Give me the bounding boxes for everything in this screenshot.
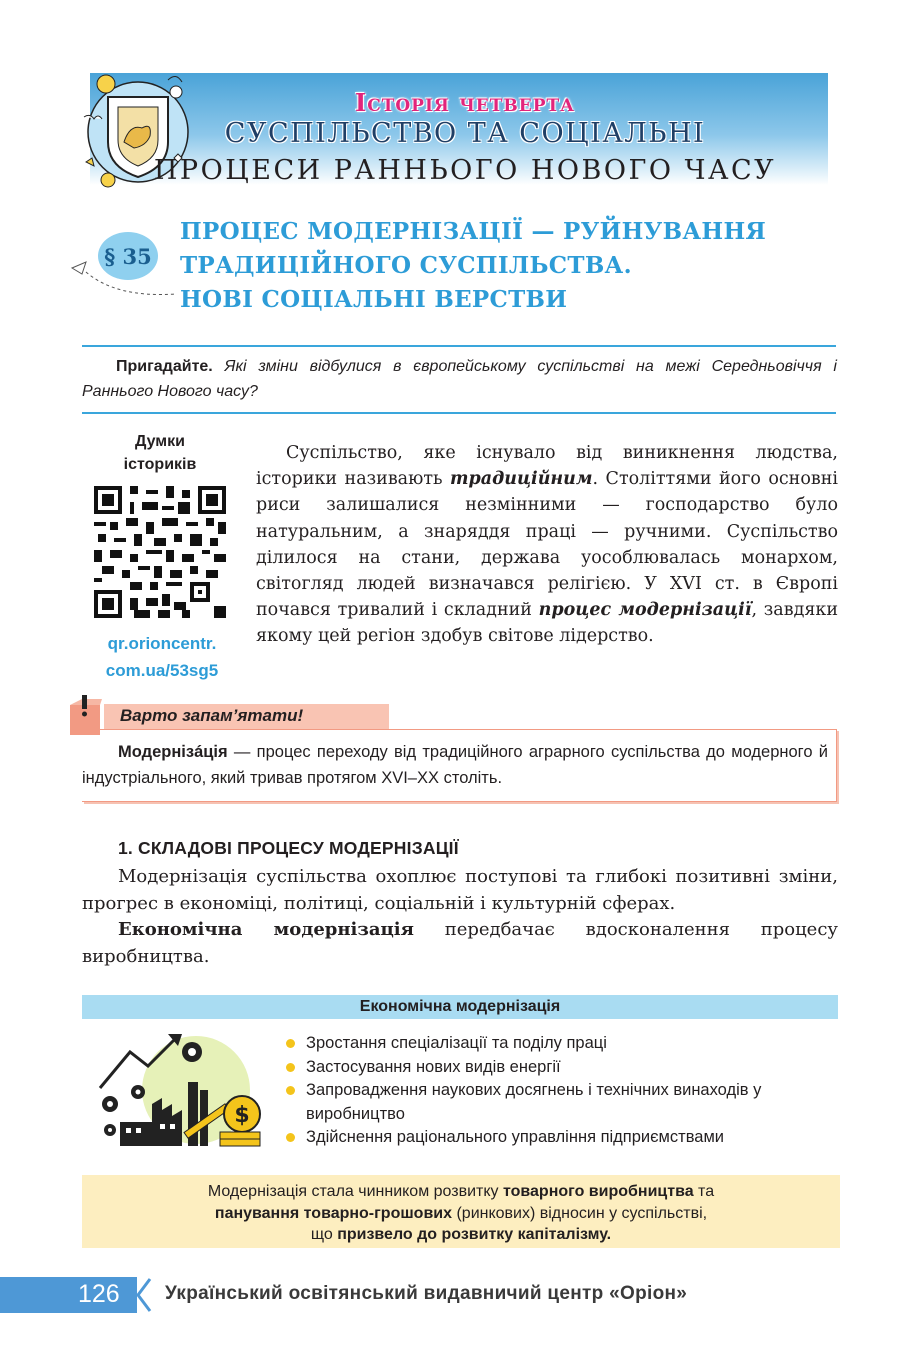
list-item: Здійснення раціонального управління підприємствами <box>286 1126 831 1150</box>
qr-link[interactable] <box>82 630 242 684</box>
qr-link-line-1[interactable]: qr.orioncentr. <box>107 634 217 653</box>
publisher-name: Український освітянський видавничий центр «Оріон» <box>165 1283 688 1304</box>
summary-text-4: що <box>310 1226 338 1243</box>
section-title <box>180 215 820 317</box>
subsection-heading: 1. СКЛАДОВІ ПРОЦЕСУ МОДЕРНІЗАЦІЇ <box>118 838 459 858</box>
sidebar-title-line-2: істориків <box>123 456 197 473</box>
intro-term-traditional: традиційним <box>450 469 593 490</box>
remember-definition <box>82 739 828 791</box>
chapter-title-line-2: ПРОЦЕСИ РАННЬОГО НОВОГО ЧАСУ <box>153 155 777 186</box>
intro-text-2: . Століттями його основні риси залишалися незмінними — господарство було натуральним, а знаряддя праці — ручними. Суспільство ділилося на стани, держава уособлювалась монархом, світогляд людей визначався релігією. У XVI ст. в Європі почався тривалий і складний <box>256 469 838 621</box>
summary-line-1 <box>82 1181 840 1203</box>
section-title-line-1: ПРОЦЕС МОДЕРНІЗАЦІЇ — РУЙНУВАННЯ <box>180 218 767 245</box>
list-item: Застосування нових видів енергії <box>286 1056 831 1080</box>
factory-growth-illustration <box>96 1028 264 1150</box>
summary-text-1: Модернізація стала чинником розвитку <box>207 1183 503 1200</box>
chapter-kicker: Історія четверта <box>354 88 576 117</box>
section-title-line-2: ТРАДИЦІЙНОГО СУСПІЛЬСТВА. <box>180 252 632 279</box>
economic-modernization-term: Економічна модернізація <box>118 919 414 940</box>
body-paragraph-2 <box>82 917 838 970</box>
list-item: Запровадження наукових досягнень і технічних винаходів у виробництво <box>286 1079 831 1126</box>
summary-line-2 <box>82 1203 840 1225</box>
chevron-left-icon <box>126 1277 154 1313</box>
summary-bold-3: призвело до розвитку капіталізму. <box>337 1226 612 1243</box>
remember-term: Модернізáція <box>118 743 228 761</box>
summary-line-3 <box>82 1224 840 1246</box>
page-number: 126 <box>78 1280 120 1308</box>
economic-modernization-header: Економічна модернізація <box>82 995 838 1019</box>
qr-code[interactable] <box>94 486 226 618</box>
remember-definition-text: — процес переходу від традиційного аграрного суспільства до модерного й індустріального, який тривав протягом XVI–XX століть. <box>82 743 828 787</box>
historians-opinions-title <box>90 430 230 476</box>
svg-text:$: $ <box>234 1103 250 1128</box>
body-paragraph-2-rest: передбачає вдосконалення процесу виробництва. <box>82 919 838 967</box>
sidebar-title-line-1: Думки <box>135 433 185 450</box>
list-item: Зростання спеціалізації та поділу праці <box>286 1032 831 1056</box>
intro-text-1: Суспільство, яке існувало від виникнення людства, історики називають <box>256 443 838 490</box>
remember-label: Варто запам’ятати! <box>120 706 304 725</box>
divider-bottom <box>82 412 836 414</box>
intro-paragraph <box>256 440 838 650</box>
chapter-title-line-1: СУСПІЛЬСТВО ТА СОЦІАЛЬНІ <box>224 118 706 149</box>
recall-label: Пригадайте. <box>116 358 213 375</box>
summary-text-3: (ринкових) відносин у суспільстві, <box>452 1204 708 1222</box>
economic-modernization-list <box>286 1032 831 1150</box>
recall-text: Які зміни відбулися в європейському суспільстві на межі Середньовіччя і Раннього Нового часу? <box>82 358 837 400</box>
recall-question <box>82 354 837 404</box>
divider-top <box>82 345 836 347</box>
summary-bold-1: товарного виробництва <box>503 1183 694 1200</box>
body-paragraph-1: Модернізація суспільства охоплює поступові та глибокі позитивні зміни, прогрес в економіці, політиці, соціальній і культурній сферах. <box>82 866 838 914</box>
qr-link-line-2[interactable]: com.ua/53sg5 <box>105 661 219 680</box>
summary-text-2: та <box>693 1183 715 1200</box>
section-title-line-3: НОВІ СОЦІАЛЬНІ ВЕРСТВИ <box>180 286 568 313</box>
summary-box <box>82 1175 840 1248</box>
section-number-badge: § 35 <box>98 232 158 280</box>
intro-text-3: , завдяки якому цей регіон здобув світове лідерство. <box>256 600 838 647</box>
summary-bold-2: панування товарно-грошових <box>214 1204 453 1222</box>
intro-term-modernization: процес модернізації <box>538 600 752 621</box>
